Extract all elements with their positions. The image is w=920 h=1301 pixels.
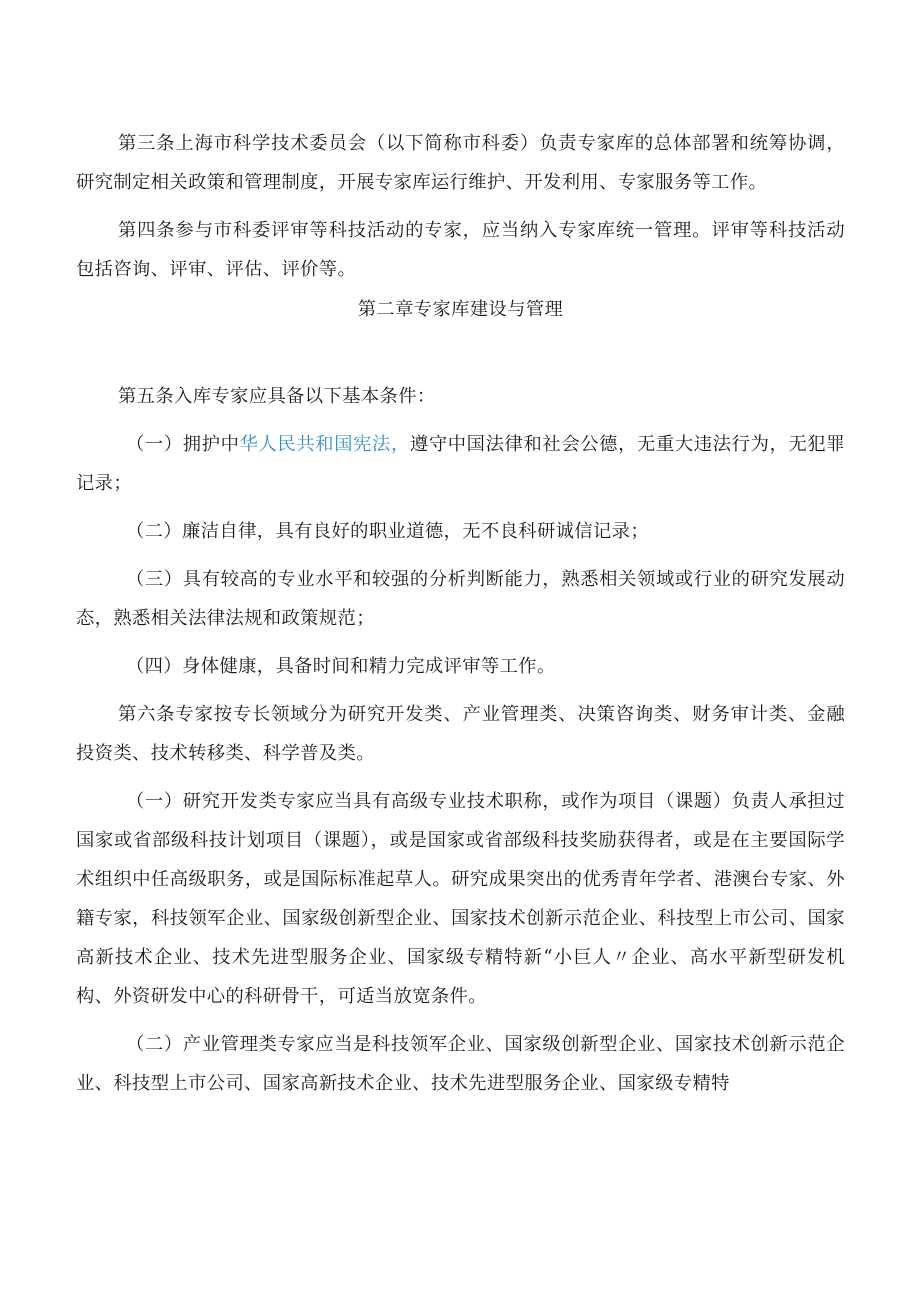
- article-5-intro: 第五条入库专家应具备以下基本条件：: [118, 386, 436, 407]
- chapter-heading: 第二章专家库建设与管理: [357, 299, 564, 320]
- constitution-link[interactable]: 华人民共和国宪法，: [239, 434, 410, 455]
- article-5-item-4: （四）身体健康，具备时间和精力完成评审等工作。: [126, 656, 556, 677]
- article-5-item-1: [76, 425, 845, 503]
- article-4: 第四条参与市科委评审等科技活动的专家，应当纳入专家库统一管理。评审等科技活动包括咨询、评审、评估、评价等。: [76, 220, 845, 280]
- article-5-item-2: （二）廉洁自律，具有良好的职业道德，无不良科研诚信记录；: [126, 521, 650, 542]
- article-6-item-1: （一）研究开发类专家应当具有高级专业技术职称，或作为项目（课题）负责人承担过国家或省部级科技计划项目（课题），或是国家或省部级科技奖励获得者，或是在主要国际学术组织中任高级职务，或是国际标准起草人。研究成果突出的优秀青年学者、港澳台专家、外籍专家，科技领军企业、国家级创新型企业、国家技术创新示范企业、科技型上市公司、国家高新技术企业、技术先进型服务企业、国家级专精特新“小巨人〃企业、高水平新型研发机构、外资研发中心的科研骨干，可适当放宽条件。: [76, 791, 845, 1007]
- article-6-intro: 第六条专家按专长领域分为研究开发类、产业管理类、决策咨询类、财务审计类、金融投资类、技术转移类、科学普及类。: [76, 704, 845, 764]
- article-5-item-3: （三）具有较高的专业水平和较强的分析判断能力，熟悉相关领域或行业的研究发展动态，熟悉相关法律法规和政策规范；: [76, 569, 845, 629]
- document-body: [76, 124, 845, 1112]
- item-1-suffix: 遵守中国法律和社会公德，无重大违法行为，无犯罪记录；: [76, 434, 845, 494]
- article-6-item-2: （二）产业管理类专家应当是科技领军企业、国家级创新型企业、国家技术创新示范企业、科技型上市公司、国家高新技术企业、技术先进型服务企业、国家级专精特: [76, 1034, 845, 1094]
- item-1-prefix: （一）拥护中: [126, 434, 240, 455]
- article-3: 第三条上海市科学技术委员会（以下简称市科委）负责专家库的总体部署和统筹协调，研究制定相关政策和管理制度，开展专家库运行维护、开发利用、专家服务等工作。: [76, 133, 845, 193]
